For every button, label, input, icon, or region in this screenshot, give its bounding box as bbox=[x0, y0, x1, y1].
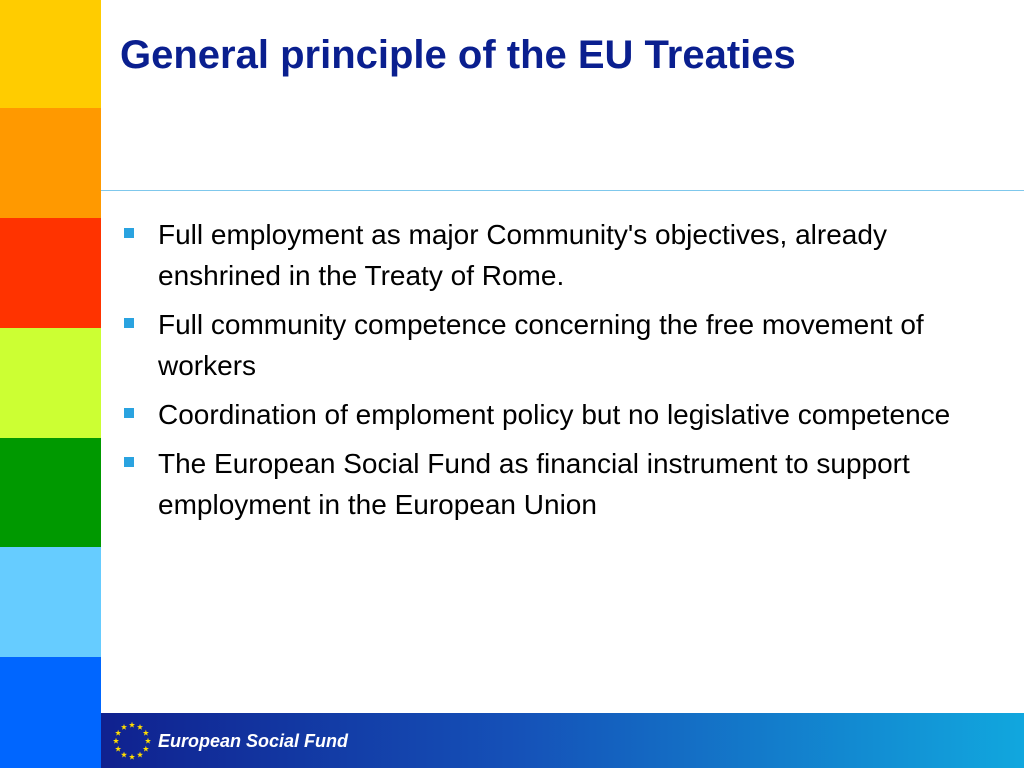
stripe-yellow bbox=[0, 0, 101, 108]
bullet-text: The European Social Fund as financial instrument to support employment in the European Union bbox=[158, 448, 910, 520]
stripe-lime bbox=[0, 328, 101, 438]
footer-label: European Social Fund bbox=[158, 731, 349, 751]
bullet-item bbox=[120, 214, 1000, 296]
eu-star bbox=[113, 738, 119, 744]
stripe-orange bbox=[0, 108, 101, 218]
slide-title: General principle of the EU Treaties bbox=[120, 33, 796, 77]
bullet-item bbox=[120, 394, 1000, 435]
stripe-red bbox=[0, 218, 101, 328]
eu-star bbox=[143, 730, 149, 736]
bullet-text: Full community competence concerning the free movement of workers bbox=[158, 309, 924, 381]
eu-star bbox=[129, 754, 135, 760]
eu-star bbox=[121, 724, 127, 730]
square-bullet-icon bbox=[124, 318, 134, 328]
eu-star bbox=[137, 752, 143, 758]
bullet-item bbox=[120, 304, 1000, 386]
eu-star bbox=[115, 746, 121, 752]
bullet-list bbox=[120, 214, 1000, 533]
eu-star bbox=[115, 730, 121, 736]
eu-star bbox=[143, 746, 149, 752]
bullet-item bbox=[120, 443, 1000, 525]
footer-bar bbox=[101, 713, 1024, 768]
eu-star bbox=[137, 724, 143, 730]
eu-star bbox=[121, 752, 127, 758]
square-bullet-icon bbox=[124, 228, 134, 238]
bullet-text: Coordination of emploment policy but no legislative competence bbox=[158, 399, 951, 430]
eu-stars-icon bbox=[109, 718, 155, 764]
bullet-text: Full employment as major Community's objectives, already enshrined in the Treaty of Rome. bbox=[158, 219, 887, 291]
color-stripe-column bbox=[0, 0, 101, 768]
stripe-light-blue bbox=[0, 547, 101, 657]
stripe-green bbox=[0, 438, 101, 547]
square-bullet-icon bbox=[124, 457, 134, 467]
eu-star bbox=[129, 722, 135, 728]
eu-star bbox=[145, 738, 151, 744]
square-bullet-icon bbox=[124, 408, 134, 418]
title-divider bbox=[101, 190, 1024, 191]
stripe-blue bbox=[0, 657, 101, 768]
